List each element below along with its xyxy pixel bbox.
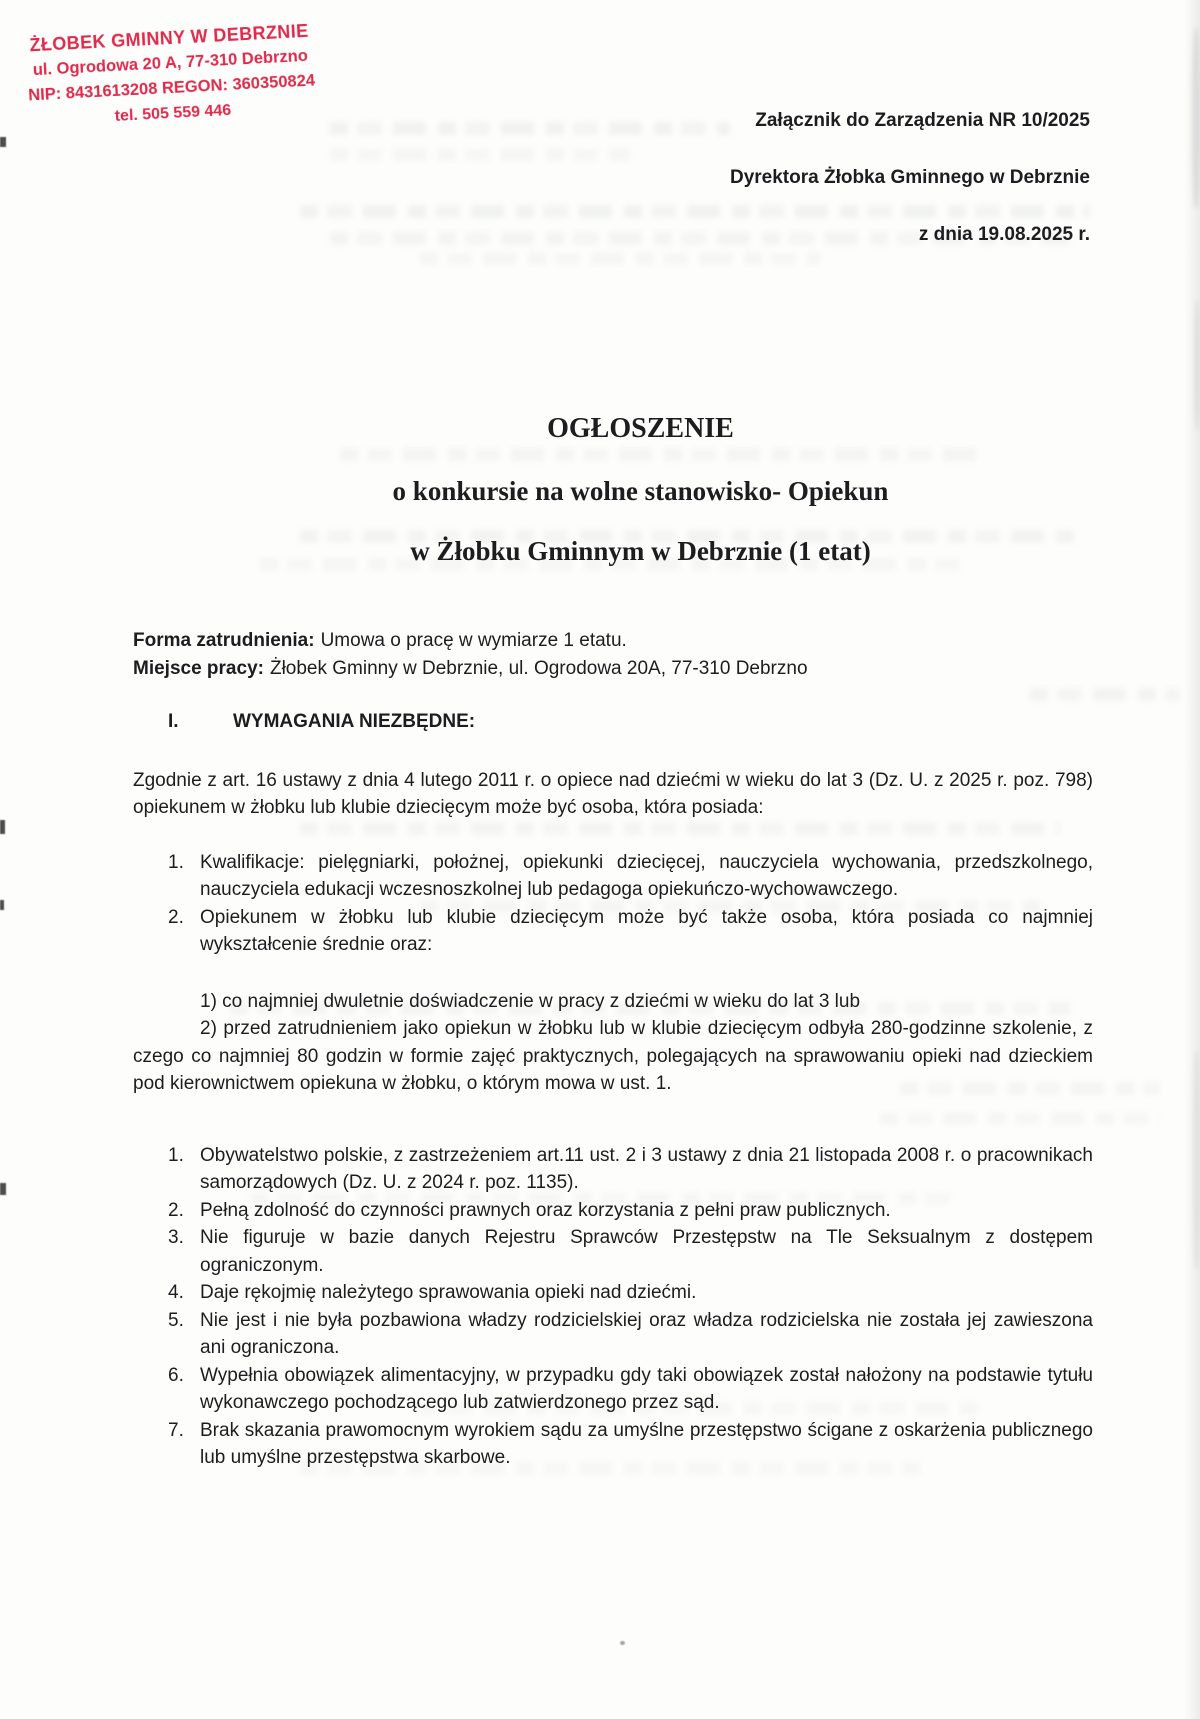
stamp-institution-name: ŻŁOBEK GMINNY W DEBRZNIE xyxy=(29,20,309,56)
list-item xyxy=(133,1224,1093,1279)
subpoint: 1) co najmniej dwuletnie doświadczenie w pracy z dziećmi w wieku do lat 3 lub xyxy=(200,990,861,1012)
list-item-number: 1. xyxy=(168,1144,184,1166)
workplace-label: Miejsce pracy: xyxy=(133,657,264,679)
document-subtitle-1: o konkursie na wolne stanowisko- Opiekun xyxy=(392,476,889,506)
stamp-phone: tel. 505 559 446 xyxy=(114,101,232,125)
list-item-number: 3. xyxy=(168,1227,184,1248)
list-item-number: 2. xyxy=(168,1199,184,1221)
list-item xyxy=(133,1362,1093,1417)
list-item xyxy=(133,904,1093,959)
stamp-address: ul. Ogrodowa 20 A, 77-310 Debrzno xyxy=(32,46,309,80)
employment-form-value: Umowa o pracę w wymiarze 1 etatu. xyxy=(320,630,627,651)
section-heading-text: WYMAGANIA NIEZBĘDNE: xyxy=(233,711,476,732)
list-item xyxy=(133,1279,1093,1307)
employment-info xyxy=(133,627,1093,682)
scan-edge-artifact xyxy=(0,1183,6,1195)
list-item-text: Nie figuruje w bazie danych Rejestru Sprawców Przestępstw na Tle Seksualnym z dostępem ograniczonym. xyxy=(200,1227,1093,1276)
scan-edge-artifact xyxy=(1194,300,1200,430)
scan-edge-shadow xyxy=(1184,0,1200,1719)
list-item xyxy=(133,1142,1093,1197)
section-heading xyxy=(133,708,1093,736)
workplace-line xyxy=(133,655,1093,683)
scan-edge-artifact xyxy=(1192,28,1200,208)
workplace-value: Żłobek Gminny w Debrznie, ul. Ogrodowa 20A, 77-310 Debrzno xyxy=(269,657,808,679)
list-item xyxy=(133,1197,1093,1225)
scan-edge-artifact xyxy=(0,900,4,910)
scan-edge-artifact xyxy=(1193,1050,1200,1270)
experience-subpoints xyxy=(133,988,1093,1098)
list-item-number: 5. xyxy=(168,1309,184,1331)
reference-line-2: Dyrektora Żłobka Gminnego w Debrznie xyxy=(729,167,1090,188)
list-item-number: 2. xyxy=(168,906,184,928)
list-item xyxy=(133,1417,1093,1472)
list-item-text: Pełną zdolność do czynności prawnych oraz korzystania z pełni praw publicznych. xyxy=(200,1199,891,1221)
list-item xyxy=(133,1307,1093,1362)
list-item-text: Opiekunem w żłobku lub klubie dziecięcym może być także osoba, która posiada co najmniej wykształcenie średnie oraz: xyxy=(200,906,1093,955)
stamp-nip-regon: NIP: 8431613208 REGON: 360350824 xyxy=(27,71,316,105)
list-item xyxy=(133,849,1093,904)
scan-edge-artifact xyxy=(0,137,6,147)
list-item-number: 6. xyxy=(168,1364,184,1386)
reference-line-3: z dnia 19.08.2025 r. xyxy=(918,224,1090,245)
document-subtitle-2: w Żłobku Gminnym w Debrznie (1 etat) xyxy=(410,536,871,566)
section-numeral: I. xyxy=(168,711,179,732)
employment-form-line xyxy=(133,627,1093,655)
list-item-text: Obywatelstwo polskie, z zastrzeżeniem art.11 ust. 2 i 3 ustawy z dnia 21 listopada 2008 r. o pracownikach samorządowych (Dz. U. z 2024 r. poz. 1135). xyxy=(200,1144,1093,1193)
list-item-number: 4. xyxy=(168,1282,184,1303)
reference-line-1: Załącznik do Zarządzenia NR 10/2025 xyxy=(755,110,1090,131)
list-item-text: Daje rękojmię należytego sprawowania opieki nad dziećmi. xyxy=(200,1282,697,1303)
list-item-number: 1. xyxy=(168,851,184,873)
list-item-number: 7. xyxy=(168,1419,184,1441)
document-body xyxy=(133,0,1093,1472)
scan-speck-artifact xyxy=(620,1641,625,1645)
list-item-text: Brak skazania prawomocnym wyrokiem sądu za umyślne przestępstwo ścigane z oskarżenia publicznego lub umyślne przestępstwa skarbowe. xyxy=(200,1419,1093,1468)
list-item-text: Wypełnia obowiązek alimentacyjny, w przypadku gdy taki obowiązek został nałożony na podstawie tytułu wykonawczego pochodzącego lub zatwierdzonego przez sąd. xyxy=(200,1364,1093,1413)
intro-paragraph: Zgodnie z art. 16 ustawy z dnia 4 lutego 2011 r. o opiece nad dziećmi w wieku do lat 3 (Dz. U. z 2025 r. poz. 798) opiekunem w żłobku lub klubie dziecięcym może być osoba, która posiada: xyxy=(133,769,1093,818)
list-item-text: Nie jest i nie była pozbawiona władzy rodzicielskiej oraz władza rodzicielska nie została jej zawieszona ani ograniczona. xyxy=(200,1309,1093,1358)
title-block xyxy=(133,412,1093,567)
employment-form-label: Forma zatrudnienia: xyxy=(133,630,315,651)
scan-edge-artifact xyxy=(0,820,5,834)
list-item-text: Kwalifikacje: pielęgniarki, położnej, opiekunki dziecięcej, nauczyciela wychowania, przedszkolnego, nauczyciela edukacji wczesnoszkolnej lub pedagoga opiekuńczo-wychowawczego. xyxy=(200,851,1093,900)
subpoint: 2) przed zatrudnieniem jako opiekun w żłobku lub w klubie dziecięcym odbyła 280-godzinne szkolenie, z czego co najmniej 80 godzin w formie zajęć praktycznych, polegających na sprawowaniu opieki nad dzieckiem pod kierownictwem opiekuna w żłobku, o którym mowa w ust. 1. xyxy=(133,1018,1093,1094)
qualifications-list xyxy=(133,849,1093,959)
requirements-list xyxy=(133,1142,1093,1472)
document-title: OGŁOSZENIE xyxy=(547,413,734,444)
